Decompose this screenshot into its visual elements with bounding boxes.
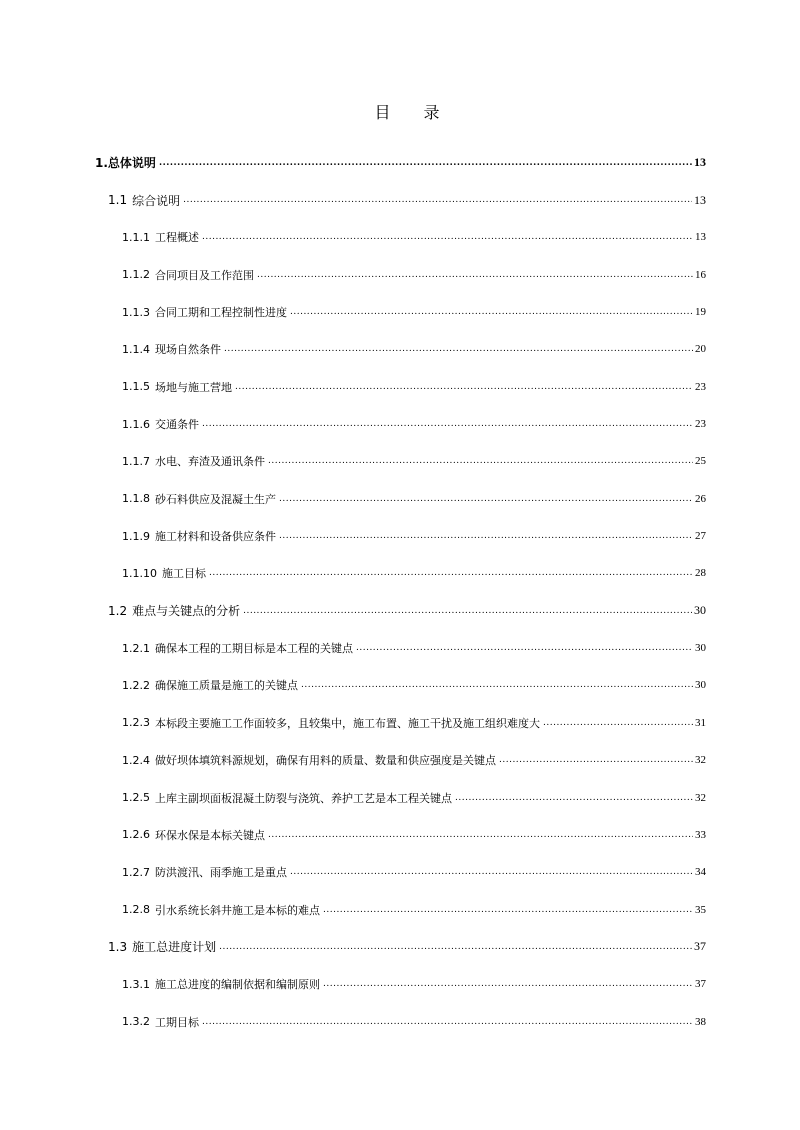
toc-entry[interactable] xyxy=(95,667,706,704)
toc-entry[interactable] xyxy=(95,181,706,218)
toc-entry-number: 1.2.1 xyxy=(122,641,150,655)
toc-entry-page-number: 37 xyxy=(695,978,706,991)
toc-entry-page-number: 26 xyxy=(695,492,706,505)
toc-entry[interactable] xyxy=(95,966,706,1003)
toc-entry-number: 1.2.6 xyxy=(122,828,150,842)
toc-entry-number: 1. xyxy=(95,155,108,170)
toc-entry[interactable] xyxy=(95,742,706,779)
toc-entry-number: 1.2.8 xyxy=(122,903,150,917)
toc-entry-label: 水电、弃渣及通讯条件 xyxy=(155,455,265,469)
toc-entry-page-number: 35 xyxy=(695,903,706,916)
toc-entry-label: 确保本工程的工期目标是本工程的关键点 xyxy=(155,642,353,656)
toc-entry[interactable] xyxy=(95,1003,706,1040)
toc-entry-number: 1.1.5 xyxy=(122,380,150,394)
toc-entry-label: 现场自然条件 xyxy=(155,343,221,357)
toc-dot-leader xyxy=(323,905,693,915)
toc-entry-label: 引水系统长斜井施工是本标的难点 xyxy=(155,903,320,917)
toc-entry-number: 1.2 xyxy=(108,603,128,618)
toc-dot-leader xyxy=(209,568,693,578)
toc-entry-number: 1.2.5 xyxy=(122,791,150,805)
toc-entry-page-number: 16 xyxy=(695,268,706,281)
toc-entry[interactable] xyxy=(95,405,706,442)
toc-dot-leader xyxy=(356,643,693,653)
toc-dot-leader xyxy=(224,344,693,354)
toc-entry[interactable] xyxy=(95,293,706,330)
toc-dot-leader xyxy=(159,158,692,168)
toc-dot-leader xyxy=(243,606,692,616)
toc-entry-page-number: 38 xyxy=(695,1015,706,1028)
toc-dot-leader xyxy=(290,867,693,877)
toc-entry-number: 1.1.2 xyxy=(122,268,150,282)
toc-entry-number: 1.1.7 xyxy=(122,454,150,468)
toc-entry-page-number: 23 xyxy=(695,418,706,431)
toc-entry-label: 施工总进度的编制依据和编制原则 xyxy=(155,978,320,992)
toc-entry-label: 防洪渡汛、雨季施工是重点 xyxy=(155,866,287,880)
toc-entry-page-number: 37 xyxy=(694,939,706,954)
toc-entry[interactable] xyxy=(95,368,706,405)
toc-entry-number: 1.2.2 xyxy=(122,678,150,692)
toc-entry-page-number: 13 xyxy=(694,192,706,207)
toc-dot-leader xyxy=(235,382,693,392)
toc-entry-label: 砂石料供应及混凝土生产 xyxy=(155,492,276,506)
toc-entry-page-number: 30 xyxy=(695,679,706,692)
toc-entry-page-number: 25 xyxy=(695,455,706,468)
toc-entry-number: 1.2.4 xyxy=(122,753,150,767)
toc-entry-label: 难点与关键点的分析 xyxy=(132,604,241,619)
toc-entry-number: 1.1.4 xyxy=(122,342,150,356)
toc-entry[interactable] xyxy=(95,629,706,666)
toc-dot-leader xyxy=(323,979,693,989)
toc-entry-page-number: 30 xyxy=(695,642,706,655)
toc-dot-leader xyxy=(219,942,692,952)
toc-entry-number: 1.1.8 xyxy=(122,492,150,506)
toc-dot-leader xyxy=(499,755,693,765)
toc-entry-label: 本标段主要施工工作面较多，且较集中，施工布置、施工干扰及施工组织难度大 xyxy=(155,716,540,730)
toc-entry-page-number: 33 xyxy=(695,828,706,841)
toc-entry-label: 总体说明 xyxy=(107,156,156,171)
toc-entry-label: 施工总进度计划 xyxy=(132,940,217,955)
toc-entry[interactable] xyxy=(95,443,706,480)
toc-dot-leader xyxy=(202,232,693,242)
toc-entry-page-number: 19 xyxy=(695,306,706,319)
toc-entry-number: 1.1 xyxy=(108,193,128,208)
toc-entry-number: 1.1.1 xyxy=(122,230,150,244)
toc-entry-page-number: 30 xyxy=(694,603,706,618)
toc-entry[interactable] xyxy=(95,256,706,293)
toc-entry[interactable] xyxy=(95,331,706,368)
toc-entry-page-number: 28 xyxy=(695,567,706,580)
toc-entry-page-number: 31 xyxy=(695,716,706,729)
toc-entry[interactable] xyxy=(95,219,706,256)
toc-dot-leader xyxy=(183,195,692,205)
toc-entry-label: 确保施工质量是施工的关键点 xyxy=(155,679,298,693)
toc-entry-page-number: 27 xyxy=(695,530,706,543)
toc-entry[interactable] xyxy=(95,704,706,741)
table-of-contents xyxy=(95,144,706,1040)
toc-entry[interactable] xyxy=(95,480,706,517)
toc-entry-label: 工期目标 xyxy=(155,1015,199,1029)
toc-entry-label: 施工目标 xyxy=(162,567,206,581)
toc-entry-number: 1.1.10 xyxy=(122,566,157,580)
toc-entry-number: 1.1.3 xyxy=(122,305,150,319)
toc-entry-number: 1.3 xyxy=(108,939,128,954)
toc-entry[interactable] xyxy=(95,144,706,181)
toc-entry[interactable] xyxy=(95,854,706,891)
toc-entry[interactable] xyxy=(95,592,706,629)
toc-entry-number: 1.2.3 xyxy=(122,716,150,730)
toc-entry[interactable] xyxy=(95,779,706,816)
toc-entry-label: 场地与施工营地 xyxy=(155,380,232,394)
toc-entry-number: 1.3.2 xyxy=(122,1015,150,1029)
toc-entry-label: 上库主副坝面板混凝土防裂与浇筑、养护工艺是本工程关键点 xyxy=(155,791,452,805)
toc-entry-page-number: 34 xyxy=(695,866,706,879)
toc-dot-leader xyxy=(268,456,693,466)
toc-entry-number: 1.2.7 xyxy=(122,865,150,879)
toc-dot-leader xyxy=(268,830,693,840)
toc-dot-leader xyxy=(301,680,693,690)
toc-dot-leader xyxy=(202,1017,693,1027)
toc-entry[interactable] xyxy=(95,517,706,554)
toc-entry-label: 综合说明 xyxy=(132,193,181,208)
toc-entry-page-number: 13 xyxy=(694,155,706,170)
toc-entry-number: 1.1.9 xyxy=(122,529,150,543)
toc-dot-leader xyxy=(455,793,693,803)
toc-entry-label: 合同项目及工作范围 xyxy=(155,268,254,282)
toc-entry-label: 环保水保是本标关键点 xyxy=(155,828,265,842)
toc-dot-leader xyxy=(543,718,693,728)
toc-entry[interactable] xyxy=(95,816,706,853)
toc-entry[interactable] xyxy=(95,555,706,592)
toc-entry-page-number: 20 xyxy=(695,343,706,356)
toc-entry-label: 做好坝体填筑料源规划，确保有用料的质量、数量和供应强度是关键点 xyxy=(155,754,496,768)
toc-dot-leader xyxy=(202,419,693,429)
toc-entry-page-number: 32 xyxy=(695,791,706,804)
toc-entry-number: 1.3.1 xyxy=(122,977,150,991)
toc-title: 目 录 xyxy=(374,103,454,122)
toc-entry[interactable] xyxy=(95,891,706,928)
toc-entry-page-number: 13 xyxy=(695,231,706,244)
toc-entry-label: 工程概述 xyxy=(155,231,199,245)
toc-dot-leader xyxy=(279,494,693,504)
toc-entry-label: 施工材料和设备供应条件 xyxy=(155,530,276,544)
toc-entry-number: 1.1.6 xyxy=(122,417,150,431)
toc-entry-page-number: 32 xyxy=(695,754,706,767)
toc-entry-label: 交通条件 xyxy=(155,418,199,432)
toc-dot-leader xyxy=(257,270,693,280)
toc-entry[interactable] xyxy=(95,928,706,965)
toc-dot-leader xyxy=(279,531,693,541)
toc-dot-leader xyxy=(290,307,693,317)
toc-entry-page-number: 23 xyxy=(695,380,706,393)
toc-entry-label: 合同工期和工程控制性进度 xyxy=(155,306,287,320)
